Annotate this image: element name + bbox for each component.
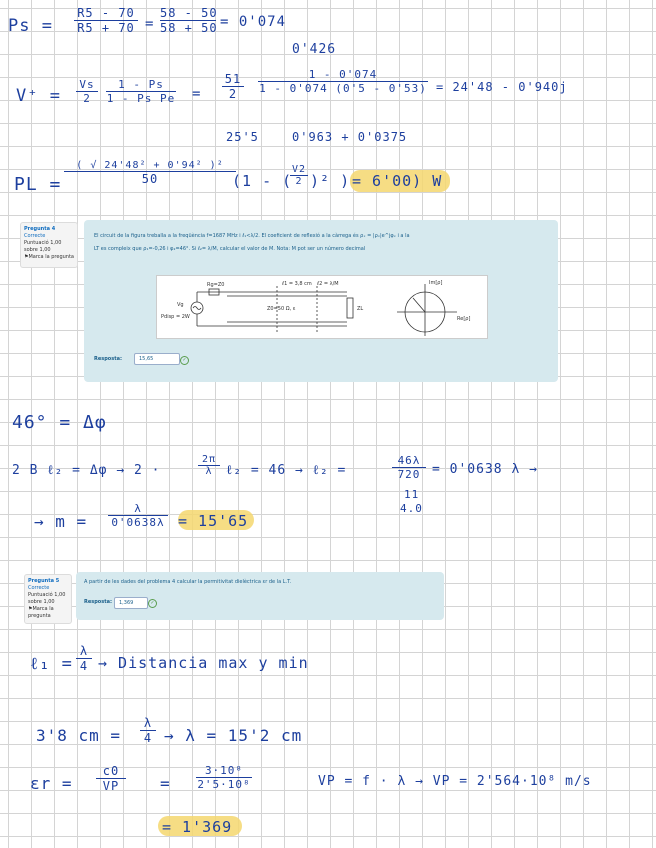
fraction-denominator: R5 + 70	[77, 21, 135, 35]
note-line-6-fraction	[108, 502, 168, 529]
note-line-1-result: = 0'074	[220, 14, 287, 30]
fraction-numerator: R5 - 70	[77, 6, 135, 20]
note-line-5-b: ℓ₂ = 46 → ℓ₂ =	[226, 463, 347, 478]
note-line-7-fraction	[76, 644, 92, 673]
fraction-denominator: 2	[295, 176, 303, 187]
note-line-5-sub-1: 11	[404, 488, 420, 501]
question-4-text-line-1: El circuit de la figura treballa a la freqüència f=1687 MHz i ℓ₁<λ/2. El coeficient de reflexió a la càrrega és ρₓ = |ρₓ|e^jφₓ i a la	[94, 233, 410, 239]
flag-question-link[interactable]	[24, 254, 74, 261]
flag-label: Marca la pregunta	[28, 606, 54, 619]
fraction-numerator: 46λ	[397, 454, 421, 467]
fraction-denominator: 720	[397, 468, 421, 481]
note-line-3-lhs: PL =	[14, 174, 62, 195]
note-line-1-equals: =	[145, 16, 155, 32]
fraction-numerator: c0	[102, 764, 120, 778]
fraction-denominator: 4	[143, 731, 153, 745]
flag-icon: ⚑	[24, 254, 29, 260]
note-line-5-sub-2: 4.0	[400, 502, 423, 515]
question-4-info	[20, 222, 78, 268]
fraction-numerator: 2π	[201, 454, 217, 465]
note-line-2-sub-a: 25'5	[226, 130, 259, 144]
flag-label: Marca la pregunta	[28, 254, 74, 260]
note-line-2-sub-b: 0'963 + 0'0375	[292, 130, 408, 144]
fraction-numerator: 58 - 50	[160, 6, 218, 20]
note-line-2-top: 0'426	[292, 42, 337, 57]
note-line-9-fraction-a	[96, 764, 126, 793]
note-line-2-fraction-a	[76, 78, 98, 105]
fraction-denominator: 2	[83, 92, 91, 105]
note-line-5-fraction-a	[198, 454, 220, 477]
note-line-8-fraction	[140, 716, 156, 745]
correct-icon: ✓	[180, 356, 189, 365]
correct-icon: ✓	[148, 599, 157, 608]
flag-icon: ⚑	[28, 606, 33, 612]
label-rg: Rg=Z0	[207, 282, 225, 288]
note-line-9-lhs: εr =	[30, 774, 73, 793]
note-line-2-fraction-b	[106, 78, 176, 105]
note-line-8-a: 3'8 cm =	[36, 726, 122, 745]
generator-icon	[191, 289, 227, 326]
fraction-numerator: 1 - 0'074	[308, 68, 378, 81]
note-line-1-fraction-b	[160, 6, 216, 35]
label-vg: Vg	[177, 302, 184, 308]
note-line-3-fraction	[64, 160, 236, 186]
note-line-5-result: = 0'0638 λ →	[432, 462, 538, 477]
note-line-3-tail-close: )² )	[310, 172, 351, 190]
fraction-numerator: λ	[143, 716, 153, 730]
question-state: Correcte	[24, 233, 46, 239]
note-line-6-a: → m =	[34, 512, 88, 531]
note-line-5-a: 2 B ℓ₂ = Δφ → 2 ·	[12, 463, 161, 478]
flag-question-link[interactable]	[28, 606, 68, 620]
note-line-9-fraction-b	[196, 764, 252, 791]
fraction-denominator: 0'0638λ	[111, 516, 165, 529]
fraction-numerator: λ	[79, 644, 89, 658]
note-line-7-a: ℓ₁ =	[30, 654, 73, 674]
note-line-3-inner-fraction	[290, 164, 308, 187]
note-line-2-fraction-d	[258, 68, 428, 95]
note-line-9-equals: =	[160, 774, 171, 793]
answer-input[interactable]: 1,369	[114, 597, 148, 609]
note-line-9-result: = 1'369	[162, 818, 233, 836]
question-5-info	[24, 574, 72, 624]
question-5-text: A partir de les dades del problema 4 calcular la permitivitat dielèctrica εr de la L.T.	[84, 579, 292, 585]
label-l2: ℓ2 = λ/M	[317, 281, 339, 287]
circuit-diagram	[157, 276, 487, 338]
circuit-figure	[156, 275, 488, 339]
note-line-6-result: = 15'65	[178, 512, 249, 530]
note-line-1-fraction-a	[74, 6, 138, 35]
fraction-denominator: VP	[102, 779, 120, 793]
fraction-numerator: ( √ 24'48² + 0'94² )²	[76, 160, 224, 171]
label-pdisp: Pdisp = 2W	[161, 314, 190, 320]
label-l1: ℓ1 = 3,8 cm	[282, 281, 312, 287]
fraction-denominator: 2'5·10⁸	[197, 778, 251, 791]
fraction-numerator: 3·10⁸	[204, 764, 244, 777]
fraction-denominator: 50	[141, 172, 159, 186]
label-im: Im[ρ]	[429, 280, 443, 286]
fraction-denominator: λ	[205, 466, 213, 477]
note-line-3-result: = 6'00) W	[352, 172, 443, 190]
note-line-5-fraction-b	[392, 454, 426, 481]
note-line-2-fraction-c	[222, 72, 244, 101]
question-mark: Puntuació 1,00 sobre 1,00	[24, 240, 62, 253]
note-line-2-lhs: V⁺ =	[16, 86, 61, 106]
note-line-8-b: → λ = 15'2 cm	[164, 726, 303, 745]
fraction-denominator: 1 - Ps Pe	[106, 92, 176, 105]
question-4-text-line-2: LT es compleix que ρ₁=-0,26 i φ₂=46°. Si ℓ₂= λ/M, calcular el valor de M. Nota: M pot ser un número decimal	[94, 246, 366, 252]
fraction-numerator: Vs	[79, 78, 95, 91]
fraction-denominator: 1 - 0'074 (0'5 - 0'53)	[259, 82, 427, 95]
note-line-2-result: = 24'48 - 0'940j	[436, 80, 568, 94]
question-title: Pregunta 4	[24, 226, 56, 232]
fraction-numerator: 1 - Ps	[118, 78, 164, 91]
fraction-denominator: 4	[79, 659, 89, 673]
note-line-3-tail: (1 - (	[232, 172, 293, 190]
answer-label: Resposta:	[84, 599, 112, 605]
label-z0: Z0=50 Ω, ε	[267, 306, 296, 312]
note-line-2-equals: =	[192, 86, 202, 102]
note-line-4: 46° = Δφ	[12, 412, 107, 433]
fraction-denominator: 58 + 50	[160, 21, 218, 35]
label-zl: ZL	[357, 306, 364, 312]
question-mark: Puntuació 1,00 sobre 1,00	[28, 592, 66, 605]
answer-input[interactable]: 15,65	[134, 353, 180, 365]
fraction-numerator: 51	[224, 72, 242, 86]
label-re: Re[ρ]	[457, 316, 471, 322]
fraction-denominator: 2	[228, 87, 238, 101]
question-title: Pregunta 5	[28, 578, 60, 584]
smith-circle-icon	[397, 284, 457, 336]
note-line-7-b: → Distancia max y min	[98, 654, 309, 672]
note-line-1-lhs: Ps =	[8, 16, 53, 36]
note-line-9-b: VP = f · λ → VP = 2'564·10⁸ m/s	[318, 774, 592, 789]
answer-label: Resposta:	[94, 356, 122, 362]
fraction-numerator: λ	[134, 502, 142, 515]
fraction-numerator: V2	[291, 164, 307, 175]
question-state: Correcte	[28, 585, 50, 591]
